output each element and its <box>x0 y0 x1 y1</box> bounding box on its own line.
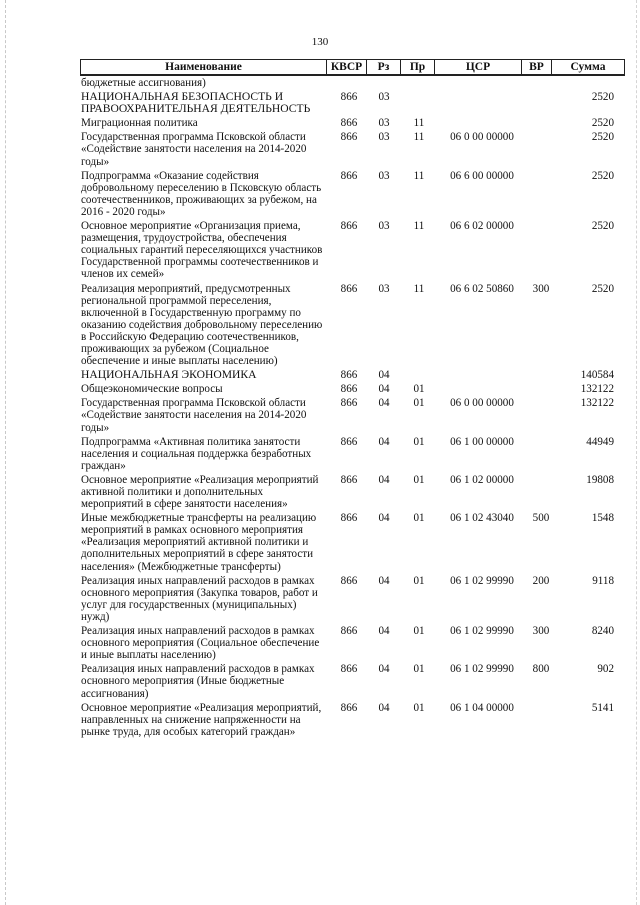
table-header <box>80 59 625 76</box>
row-rz: 04 <box>378 701 390 714</box>
row-kvsr: 866 <box>340 473 358 486</box>
row-name: Основное мероприятие «Реализация мероприятий, направленных на снижение напряженности на рынке труда, для особых категорий граждан» <box>81 701 322 738</box>
row-csr: 06 1 02 99990 <box>450 663 514 676</box>
table-row <box>0 369 640 383</box>
row-sum: 9118 <box>592 574 614 587</box>
row-rz: 03 <box>378 91 390 104</box>
row-rz: 04 <box>378 663 390 676</box>
table-row <box>0 474 640 512</box>
header-kvsr: КВСР <box>327 60 367 74</box>
row-name: НАЦИОНАЛЬНАЯ ЭКОНОМИКА <box>81 368 257 382</box>
row-name: Иные межбюджетные трансферты на реализацию мероприятий в рамках основного мероприятия «Реализация мероприятий активной политики и дополнительных мероприятий в сфере занятости населения» (Межбюджетные трансферты) <box>81 512 317 573</box>
table-row <box>0 77 640 91</box>
header-vr: ВР <box>522 60 552 74</box>
row-csr: 06 6 02 50860 <box>450 282 514 295</box>
row-pr: 01 <box>413 574 425 587</box>
row-sum: 2520 <box>591 91 614 104</box>
row-pr: 01 <box>413 663 425 676</box>
row-pr: 01 <box>413 383 425 396</box>
row-kvsr: 866 <box>340 625 358 638</box>
table-row <box>0 663 640 701</box>
row-rz: 04 <box>378 473 390 486</box>
row-vr: 300 <box>532 282 550 295</box>
row-sum: 132122 <box>580 397 614 410</box>
row-rz: 04 <box>378 383 390 396</box>
row-csr: 06 1 02 43040 <box>450 512 514 525</box>
row-csr: 06 1 02 00000 <box>450 473 514 486</box>
row-rz: 04 <box>378 625 390 638</box>
row-kvsr: 866 <box>340 383 358 396</box>
table-row <box>0 625 640 663</box>
row-kvsr: 866 <box>340 574 358 587</box>
row-name: НАЦИОНАЛЬНАЯ БЕЗОПАСНОСТЬ И ПРАВООХРАНИТЕЛЬНАЯ ДЕЯТЕЛЬНОСТЬ <box>81 90 311 116</box>
row-kvsr: 866 <box>340 435 358 448</box>
row-pr: 01 <box>413 625 425 638</box>
row-kvsr: 866 <box>340 117 358 130</box>
table-row <box>0 383 640 397</box>
row-kvsr: 866 <box>340 169 358 182</box>
row-name: Реализация иных направлений расходов в рамках основного мероприятия (Закупка товаров, работ и услуг для государственных (муниципальных) нужд) <box>81 574 318 623</box>
row-rz: 03 <box>378 169 390 182</box>
table-row <box>0 436 640 474</box>
table-row <box>0 283 640 370</box>
row-sum: 8240 <box>591 625 614 638</box>
row-name: Основное мероприятие «Реализация мероприятий активной политики и дополнительных мероприятий в сфере занятости населения» <box>81 473 319 511</box>
row-kvsr: 866 <box>340 701 358 714</box>
row-rz: 04 <box>378 574 390 587</box>
row-pr: 01 <box>413 512 425 525</box>
row-vr: 300 <box>532 625 550 638</box>
row-sum: 1548 <box>591 512 614 525</box>
row-name: Общеэкономические вопросы <box>81 383 223 396</box>
row-vr: 800 <box>532 663 550 676</box>
row-rz: 04 <box>378 512 390 525</box>
row-csr: 06 1 02 99990 <box>450 574 514 587</box>
table-row <box>0 117 640 131</box>
row-csr: 06 1 02 99990 <box>450 625 514 638</box>
table-row <box>0 91 640 117</box>
row-vr: 500 <box>532 512 550 525</box>
row-kvsr: 866 <box>340 512 358 525</box>
row-vr: 200 <box>532 574 550 587</box>
page-number: 130 <box>311 36 329 48</box>
row-rz: 03 <box>378 282 390 295</box>
row-pr: 11 <box>413 282 425 295</box>
row-kvsr: 866 <box>340 91 358 104</box>
row-rz: 03 <box>378 220 390 233</box>
row-kvsr: 866 <box>340 663 358 676</box>
row-csr: 06 0 00 00000 <box>450 397 514 410</box>
header-name: Наименование <box>81 60 327 74</box>
header-csr: ЦСР <box>435 60 522 74</box>
row-pr: 01 <box>413 473 425 486</box>
row-kvsr: 866 <box>340 369 358 382</box>
table-body <box>0 77 640 740</box>
row-kvsr: 866 <box>340 397 358 410</box>
row-rz: 04 <box>378 435 390 448</box>
row-csr: 06 1 04 00000 <box>450 701 514 714</box>
row-sum: 2520 <box>591 169 614 182</box>
row-kvsr: 866 <box>340 282 358 295</box>
row-csr: 06 6 00 00000 <box>450 169 514 182</box>
row-kvsr: 866 <box>340 220 358 233</box>
table-row <box>0 131 640 169</box>
table-row <box>0 702 640 740</box>
row-pr: 01 <box>413 435 425 448</box>
table-row <box>0 512 640 574</box>
row-name: Миграционная политика <box>81 117 198 130</box>
header-sum: Сумма <box>570 61 606 73</box>
row-sum: 2520 <box>591 282 614 295</box>
row-pr: 11 <box>413 220 425 233</box>
row-csr: 06 1 00 00000 <box>450 435 514 448</box>
row-kvsr: 866 <box>340 131 358 144</box>
table-row <box>0 220 640 282</box>
row-name: Реализация иных направлений расходов в рамках основного мероприятия (Иные бюджетные ассигнования) <box>81 663 315 700</box>
row-name: Основное мероприятие «Организация приема, размещения, трудоустройства, обеспечения социальных гарантий переселяющихся участников Государственной программы соотечественников и членов их семей» <box>81 220 323 281</box>
row-sum: 132122 <box>580 383 614 396</box>
row-name: Реализация мероприятий, предусмотренных региональной программой переселения, включенной в Государственную программу по оказанию содействия добровольному переселению в Российскую Федерацию соотечественников, проживающих за рубежом (Социальное обеспечение и иные выплаты населению) <box>81 282 323 368</box>
row-sum: 2520 <box>591 131 614 144</box>
row-rz: 04 <box>378 397 390 410</box>
header-pr: Пр <box>401 60 435 74</box>
row-sum: 5141 <box>591 701 614 714</box>
row-name: Подпрограмма «Оказание содействия добровольному переселению в Псковскую область соотечественников, проживающих за рубежом, на 2016 - 2020 годы» <box>81 169 322 218</box>
row-pr: 11 <box>413 117 425 130</box>
table-row <box>0 575 640 625</box>
row-name: Подпрограмма «Активная политика занятости населения и социальная поддержка безработных граждан» <box>81 435 312 472</box>
row-rz: 04 <box>378 369 390 382</box>
row-pr: 01 <box>413 397 425 410</box>
row-sum: 2520 <box>591 117 614 130</box>
row-rz: 03 <box>378 117 390 130</box>
row-pr: 11 <box>413 169 425 182</box>
row-csr: 06 0 00 00000 <box>450 131 514 144</box>
row-sum: 19808 <box>586 473 614 486</box>
row-rz: 03 <box>378 131 390 144</box>
row-csr: 06 6 02 00000 <box>450 220 514 233</box>
row-sum: 140584 <box>580 369 614 382</box>
row-name: Реализация иных направлений расходов в рамках основного мероприятия (Социальное обеспечение и иные выплаты населению) <box>81 625 320 662</box>
row-name: Государственная программа Псковской области «Содействие занятости населения на 2014-2020 годы» <box>81 397 307 434</box>
row-sum: 44949 <box>586 435 614 448</box>
row-name: бюджетные ассигнования) <box>81 77 206 89</box>
table-row <box>0 397 640 435</box>
table-row <box>0 170 640 220</box>
row-pr: 11 <box>413 131 425 144</box>
header-rz: Рз <box>367 60 401 74</box>
row-sum: 2520 <box>591 220 614 233</box>
row-name: Государственная программа Псковской области «Содействие занятости населения на 2014-2020 годы» <box>81 131 307 168</box>
row-pr: 01 <box>413 701 425 714</box>
row-sum: 902 <box>597 663 614 676</box>
